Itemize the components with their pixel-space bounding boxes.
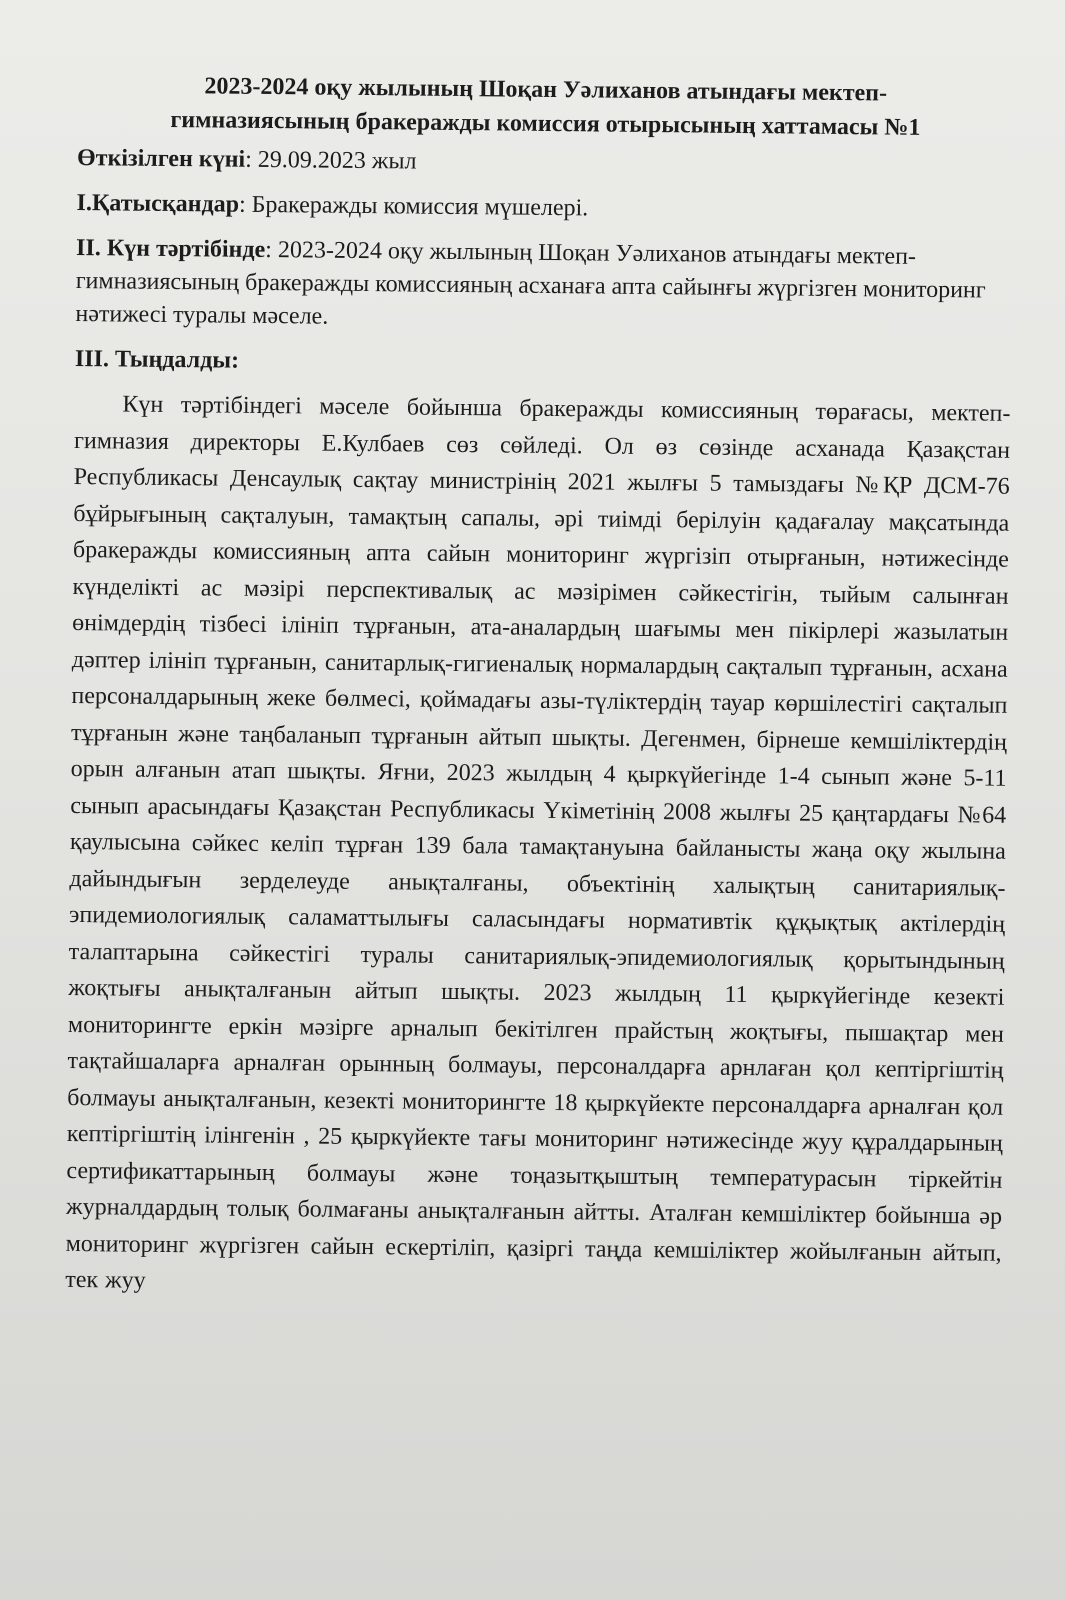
body-paragraph: Күн тәртібіндегі мәселе бойынша бракеражды комиссияның төрағасы, мектеп-гимназия директоры Е.Кулбаев сөз сөйледі. Ол өз сөзінде асханада Қазақстан Республикасы Денсаулық сақтау министрінің 2021 жылғы 5 тамыздағы №ҚР ДСМ-76 бұйрығының сақталуын, тамақтың сапалы, әрі тиімді берілуін қадағалау мақсатында бракеражды комиссияның апта сайын мониторинг жүргізіп отырғанын, нәтижесінде күнделікті ас мәзірі перспективалық ас мәзірімен сәйкестігін, тыйым салынған өнімдердің тізбесі ілініп тұрғанын, ата-аналардың шағымы мен пікірлері жазылатын дәптер ілініп тұрғанын, санитарлық-гигиеналық нормалардың сақталып тұрғанын, асхана персоналдарының жеке бөлмесі, қоймадағы азы-түліктердің тауар көршілестігі сақталып тұрғанын және таңбаланып тұрғанын айтып шықты. Дегенмен, бірнеше кемшіліктердің орын алғанын атап шықты. Яғни, 2023 жылдың 4 қыркүйегінде 1-4 сынып және 5-11 сынып арасындағы Қазақстан Республикасы Үкіметінің 2008 жылғы 25 қаңтардағы №64 қаулысына сәйкес келіп тұрған 139 бала тамақтануына байланысты жаңа оқу жылына дайындығын зерделеуде анықталғаны, объектінің халықтың санитариялық-эпидемиологиялық саламаттылығы саласындағы нормативтік құқықтық актілердің талаптарына сәйкестігі туралы санитариялық-эпидемиологиялық қорытындының жоқтығы анықталғанын айтып шықты. 2023 жылдың 11 қыркүйегінде кезекті мониторингте еркін мәзірге арналып бекітілген прайстың жоқтығы, пышақтар мен тақтайшаларға арналған орынның болмауы, персоналдарға арнлаған қол кептіргіштің болмауы анықталғанын, кезекті мониторингте 18 қыркүйекте персоналдарға арналған қол кептіргіштің ілінгенін , 25 қыркүйекте тағы мониторинг нәтижесінде жуу құралдарының сертификаттарының болмауы және тоңазытқыштың температурасын тіркейтін журналдардың толық болмағаны анықталғанын айтты. Аталған кемшіліктер бойынша әр мониторинг жүргізген сайын ескертіліп, қазіргі таңда кемшіліктер жойылғанын айтып, тек жуу	[65, 391, 1011, 1294]
title-line-1: 2023-2024 оқу жылының Шоқан Уәлиханов атындағы мектеп-	[204, 73, 888, 107]
date-label: Өткізілген күні	[76, 144, 246, 173]
date-value: : 29.09.2023 жыл	[245, 146, 417, 175]
agenda-value: : 2023-2024 оқу жылының Шоқан Уәлиханов атындағы мектеп-гимназиясының бракеражды комиссияның асханаға апта сайынғы жүргізген мониторинг нәтижесі туралы мәселе.	[75, 236, 986, 330]
meeting-date	[77, 142, 1013, 185]
participants-value: : Бракеражды комиссия мүшелері.	[238, 191, 589, 222]
agenda	[75, 232, 1012, 341]
document-title	[77, 68, 1014, 146]
agenda-label: II. Күн тәртібінде	[75, 234, 266, 263]
document-page	[65, 68, 1014, 1308]
title-line-2: гимназиясының бракеражды комиссия отырысының хаттамасы №1	[170, 106, 921, 141]
participants-label: I.Қатысқандар	[76, 189, 240, 218]
heard-heading: III. Тыңдалды:	[74, 345, 240, 374]
participants	[76, 187, 1012, 230]
